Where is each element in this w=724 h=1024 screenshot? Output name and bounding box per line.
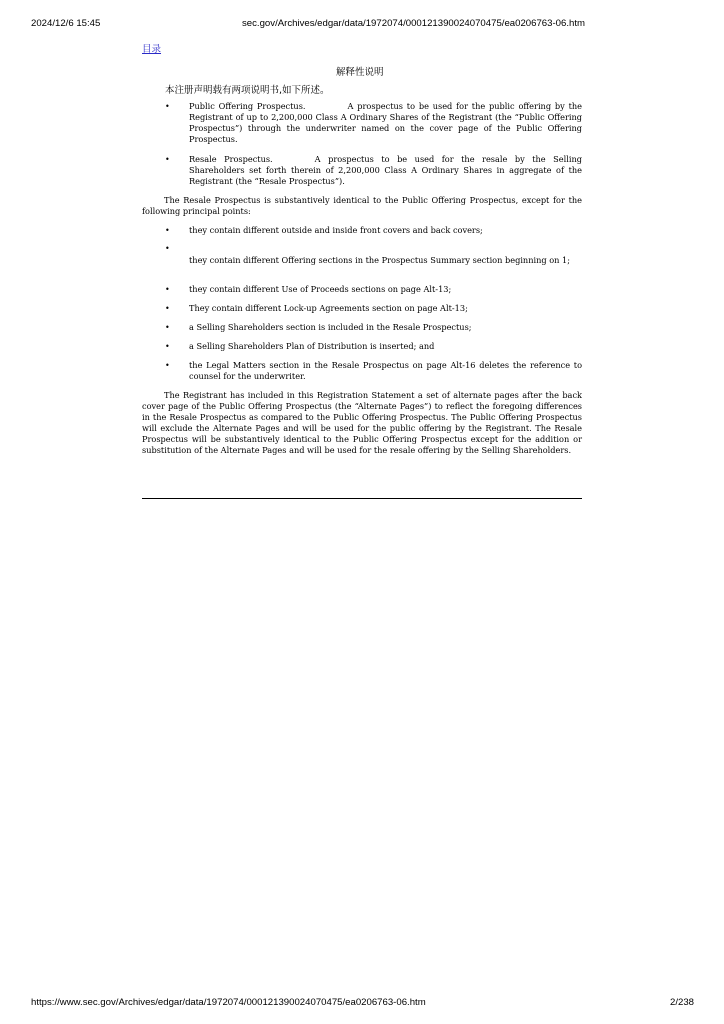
bullet-icon: • — [165, 361, 170, 370]
lead-paragraph: The Resale Prospectus is substantively identical to the Public Offering Prospectus, except for the following principal points: — [142, 195, 582, 216]
difference-item: They contain different Lock-up Agreements section on page Alt-13; — [189, 303, 468, 313]
closing-paragraph: The Registrant has included in this Registration Statement a set of alternate pages after the back cover page of the Public Offering Prospectus (the “Alternate Pages”) to reflect the foregoing differences in the Resale Prospectus as compared to the Public Offering Prospectus. The Public Offering Prospectus will exclude the Alternate Pages and will be used for the public offering by the Registrant. The Resale Prospectus will be substantively identical to the Public Offering Prospectus except for the addition or substitution of the Alternate Pages and will be used for the resale offering by the Selling Shareholders. — [142, 390, 582, 455]
intro-text: 本注册声明载有两项说明书,如下所述。 — [165, 85, 330, 96]
bullet-icon: • — [165, 102, 170, 111]
bullet-icon: • — [165, 285, 170, 294]
toc-link[interactable]: 目录 — [142, 44, 162, 55]
bullet-icon: • — [165, 304, 170, 313]
prospectus-description: A prospectus to be used for the resale by the Selling Shareholders set forth therein of 2,200,000 Class A Ordinary Shares in aggregate of the Registrant (the “Resale Prospectus”). — [189, 154, 582, 186]
prospectus-term: Resale Prospectus. — [189, 154, 273, 164]
document-title: 解释性说明 — [336, 67, 384, 78]
print-datetime: 2024/12/6 15:45 — [31, 18, 101, 29]
difference-item: they contain different Offering sections in the Prospectus Summary section beginning on 1; — [189, 255, 570, 265]
prospectus-item-resale — [189, 154, 582, 187]
difference-item: a Selling Shareholders Plan of Distribution is inserted; and — [189, 341, 435, 351]
prospectus-description: A prospectus to be used for the public offering by the Registrant of up to 2,200,000 Class A Ordinary Shares of the Registrant (the “Public Offering Prospectus”) through the underwriter named on the cover page of the Public Offering Prospectus. — [189, 101, 582, 144]
difference-item: they contain different Use of Proceeds sections on page Alt-13; — [189, 284, 452, 294]
prospectus-item-public — [189, 101, 582, 145]
print-url-path: sec.gov/Archives/edgar/data/1972074/000121390024070475/ea0206763-06.htm — [242, 18, 585, 29]
print-footer-url: https://www.sec.gov/Archives/edgar/data/1972074/000121390024070475/ea0206763-06.htm — [31, 997, 426, 1008]
bullet-icon: • — [165, 226, 170, 235]
bullet-icon: • — [165, 155, 170, 164]
difference-item: the Legal Matters section in the Resale Prospectus on page Alt-16 deletes the reference to counsel for the underwriter. — [189, 360, 582, 381]
bullet-icon: • — [165, 323, 170, 332]
prospectus-term: Public Offering Prospectus. — [189, 101, 306, 111]
difference-item: they contain different outside and inside front covers and back covers; — [189, 225, 483, 235]
bullet-icon: • — [165, 244, 170, 253]
section-divider — [142, 498, 582, 499]
bullet-icon: • — [165, 342, 170, 351]
print-page-number: 2/238 — [669, 997, 694, 1008]
difference-item: a Selling Shareholders section is included in the Resale Prospectus; — [189, 322, 472, 332]
